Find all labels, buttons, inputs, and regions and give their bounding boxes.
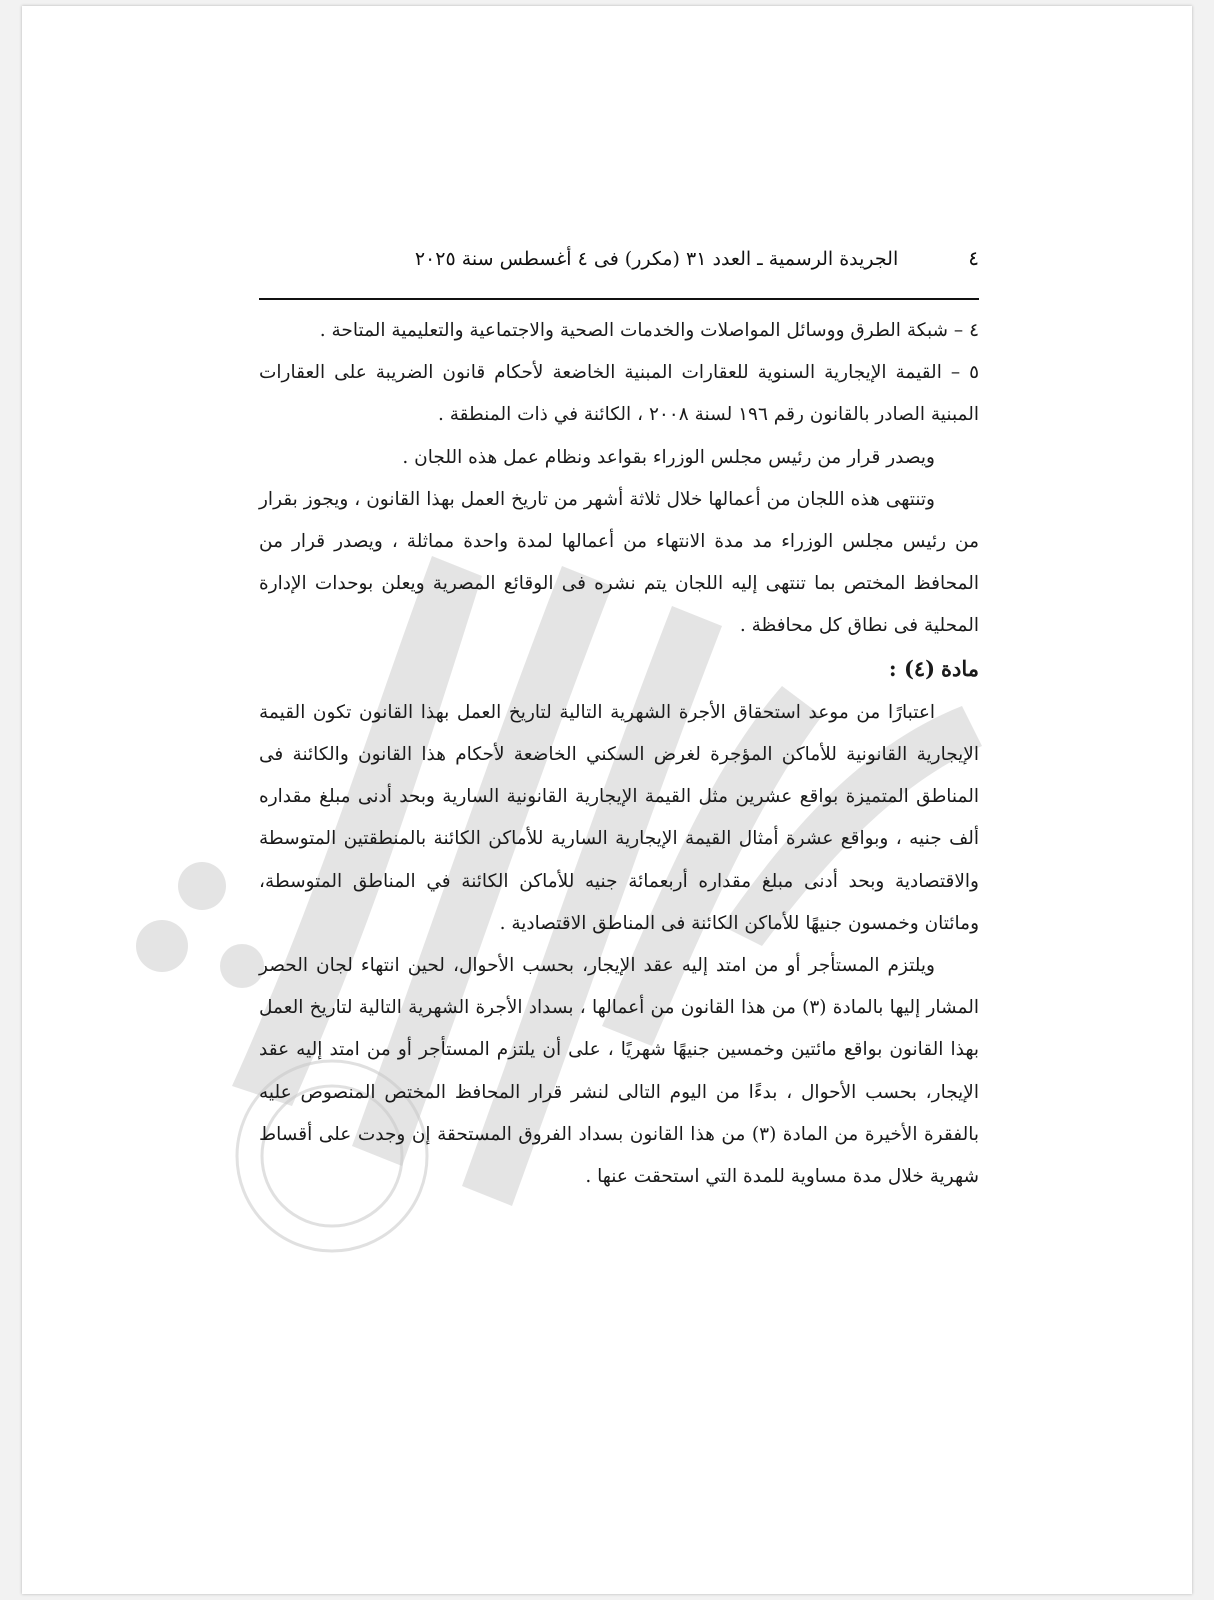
watermark-dot [136,920,188,972]
article-heading [259,648,979,692]
article-paragraph-rent-value: اعتبارًا من موعد استحقاق الأجرة الشهرية التالية لتاريخ العمل بهذا القانون تكون القيمة الإيجارية القانونية للأماكن المؤجرة لغرض السكني الخاضعة لأحكام هذا القانون والكائنة فى المناطق المتميزة بواقع عشرين مثل القيمة الإيجارية القانونية السارية وبحد أدنى مبلغ مقداره ألف جنيه ، وبواقع عشرة أمثال القيمة الإيجارية السارية للأماكن الكائنة بالمنطقتين المتوسطة والاقتصادية وبحد أدنى مبلغ مقداره أربعمائة جنيه للأماكن الكائنة في المناطق المتوسطة، ومائتان وخمسون جنيهًا للأماكن الكائنة فى المناطق الاقتصادية . [259,701,979,934]
watermark-dot [220,944,264,988]
gazette-title: الجريدة الرسمية ـ العدد ٣١ (مكرر) فى ٤ أغسطس سنة ٢٠٢٥ [414,248,899,270]
watermark-dot [178,862,226,910]
page-header [259,246,979,270]
list-item-5: ٥ – القيمة الإيجارية السنوية للعقارات المبنية الخاضعة لأحكام قانون الضريبة على العقارات المبنية الصادر بالقانون رقم ١٩٦ لسنة ٢٠٠٨ ، الكائنة في ذات المنطقة . [259,362,979,426]
list-item-4: ٤ – شبكة الطرق ووسائل المواصلات والخدمات الصحية والاجتماعية والتعليمية المتاحة . [319,320,979,341]
paragraph-committee-deadline: وتنتهى هذه اللجان من أعمالها خلال ثلاثة أشهر من تاريخ العمل بهذا القانون ، ويجوز بقرار من رئيس مجلس الوزراء مد مدة الانتهاء من أعمالها لمدة واحدة مماثلة ، ويصدر قرار من المحافظ المختص بما تنتهى إليه اللجان يتم نشره فى الوقائع المصرية ويعلن بوحدات الإدارة المحلية فى نطاق كل محافظة . [259,488,979,637]
article-title: مادة [940,655,979,681]
article-paragraph-tenant-obligation: ويلتزم المستأجر أو من امتد إليه عقد الإيجار، بحسب الأحوال، لحين انتهاء لجان الحصر المشار إليها بالمادة (٣) من هذا القانون من أعمالها ، بسداد الأجرة الشهرية التالية لتاريخ العمل بهذا القانون بواقع مائتين وخمسين جنيهًا شهريًا ، على أن يلتزم المستأجر أو من امتد إليه عقد الإيجار، بحسب الأحوال ، بدءًا من اليوم التالى لنشر قرار المحافظ المختص المنصوص عليه بالفقرة الأخيرة من المادة (٣) من هذا القانون بسداد الفروق المستحقة إن وجدت على أقساط شهرية خلال مدة مساوية للمدة التي استحقت عنها . [259,955,980,1188]
paragraph-committee-rules: ويصدر قرار من رئيس مجلس الوزراء بقواعد ونظام عمل هذه اللجان . [402,446,935,468]
article-number: (٤) : [888,655,936,681]
page-number: ٤ [968,246,979,270]
header-divider [259,298,979,300]
document-body [259,310,979,1198]
document-page [22,6,1192,1594]
